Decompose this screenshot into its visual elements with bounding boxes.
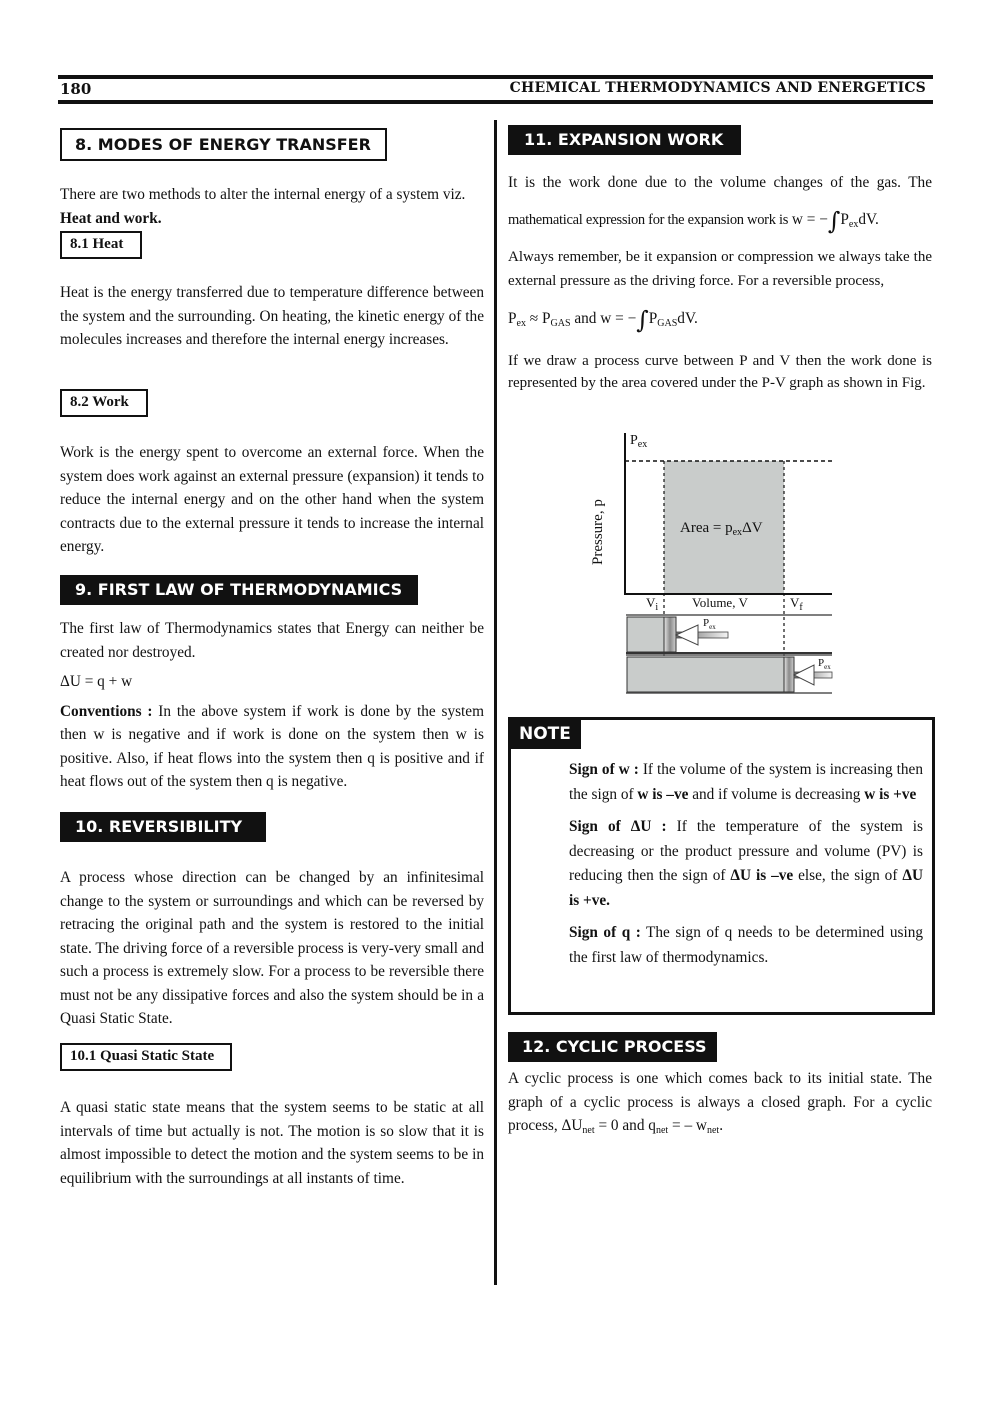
section-9-body: [60, 617, 484, 794]
running-title: CHEMICAL THERMODYNAMICS AND ENERGETICS: [509, 80, 926, 96]
column-divider: [494, 120, 497, 1285]
note-sign-of-q: Sign of q : The sign of q needs to be determined using the first law of thermodynamics.: [569, 924, 923, 966]
note-box: [508, 717, 935, 1015]
section-8-1-body: [60, 281, 484, 352]
first-law-equation: ΔU = q + w: [60, 673, 133, 690]
section-11-line1: It is the work done due to the volume changes of the gas. The: [508, 174, 932, 191]
note-body: [569, 758, 923, 978]
section-8-intro: [60, 183, 484, 230]
section-12-heading: 12. CYCLIC PROCESS: [508, 1032, 717, 1062]
section-8-2-body: [60, 441, 484, 559]
header-rule-top: [58, 75, 933, 79]
piston-2-pex-label: $P_{ex}$: [818, 657, 831, 671]
section-8-1-heading-wrap: [60, 231, 142, 259]
section-10-body: [60, 866, 484, 1031]
section-10-1-heading-wrap: [60, 1043, 232, 1071]
section-10-heading-wrap: [60, 812, 266, 842]
note-sign-of-du: Sign of ΔU : If the temperature of the system is decreasing or the product pressure and volume (PV) is reducing then the sign of ΔU is –ve else, the sign of ΔU is +ve.: [569, 818, 923, 909]
section-8-1-text: Heat is the energy transferred due to temperature difference between the system and the surrounding. On heating, the kinetic energy of the molecules increases and therefore the internal energy increases.: [60, 284, 484, 348]
section-10-1-text: A quasi static state means that the system seems to be static at all intervals of time but actually is not. The motion is so slow that it is almost impossible to detect the motion and the system seems to be in equilibrium with the surroundings at all instants of time.: [60, 1099, 484, 1187]
section-11-para3: If we draw a process curve between P and V then the work done is represented by the area covered under the P-V graph as shown in Fig.: [508, 352, 932, 391]
section-8-1-heading: 8.1 Heat: [60, 231, 142, 259]
section-8-heading-wrap: [60, 128, 387, 161]
piston-1-pex-label: $P_{ex}$: [703, 617, 716, 631]
pv-diagram-svg: [600, 425, 840, 700]
integral-icon: ∫: [636, 306, 649, 334]
section-8-intro-bold: Heat and work.: [60, 209, 162, 227]
vi-label: $V_i$: [646, 595, 659, 613]
section-10-1-heading: 10.1 Quasi Static State: [60, 1043, 232, 1071]
area-label: Area = $p_{ex}\Delta V$: [680, 520, 763, 538]
integral-icon: ∫: [827, 206, 841, 235]
section-11-body: [508, 171, 932, 394]
page-number: 180: [60, 80, 92, 98]
conventions-label: Conventions :: [60, 702, 153, 720]
section-11-heading-wrap: [508, 125, 741, 155]
section-8-2-text: Work is the energy spent to overcome an external force. When the system does work against an external pressure (expansion) it tends to reduce the internal energy and on the other hand when the system contracts due to the external pressure it tends to increase the internal energy.: [60, 444, 484, 555]
section-10-heading: 10. REVERSIBILITY: [60, 812, 266, 842]
section-12-heading-wrap: [508, 1032, 717, 1062]
section-11-heading: 11. EXPANSION WORK: [508, 125, 741, 155]
section-10-text: A process whose direction can be changed by an infinitesimal change to the system or surroundings and which can be reversed by retracing the original path and the system is restored to the initial state. The driving force of a reversible process is very-very small and such a process is extremely slow. For a process to be reversible there must not be any dissipative forces and also the system should be in a Quasi Static State.: [60, 869, 484, 1027]
note-sign-of-w: Sign of w : If the volume of the system is increasing then the sign of w is –ve and if volume is decreasing w is +ve: [569, 761, 923, 803]
volume-axis-label: Volume, V: [692, 595, 748, 610]
section-9-text: The first law of Thermodynamics states that Energy can neither be created nor destroyed.: [60, 620, 484, 661]
section-8-2-heading: 8.2 Work: [60, 389, 148, 417]
section-8-intro-text: There are two methods to alter the internal energy of a system viz.: [60, 186, 466, 203]
section-11-para2: Always remember, be it expansion or compression we always take the external pressure as the driving force. For a reversible process,: [508, 249, 932, 289]
work-expression-text: mathematical expression for the expansion work is: [508, 211, 789, 228]
work-integral-equation: $w = -\int P_{ex}dV$.: [791, 206, 879, 235]
note-tag: NOTE: [511, 720, 581, 749]
section-12-body: [508, 1067, 932, 1143]
conventions-text: In the above system if work is done by the system then w is negative and if work is done on the system then w is positive. Also, if heat flows into the system then q is positive and if heat flows out of the system then q is negative.: [60, 702, 484, 790]
section-10-1-body: [60, 1096, 484, 1190]
pressure-axis-label: Pressure, p: [590, 499, 606, 565]
header-rule-bottom: [58, 100, 933, 104]
reversible-work-equation: $P_{ex} \approx P_{GAS}$ and $w = -\int P_{GAS}dV$.: [508, 306, 698, 334]
section-9-heading-wrap: [60, 575, 418, 605]
pv-diagram: [590, 425, 840, 700]
section-12-text: A cyclic process is one which comes back to its initial state. The graph of a cyclic process is always a closed graph. For a cyclic process, $\Delta U_{net} = 0$ and $q_{net}$ = – $w_{net}$.: [508, 1070, 932, 1136]
section-9-heading: 9. FIRST LAW OF THERMODYNAMICS: [60, 575, 418, 605]
section-8-heading: 8. MODES OF ENERGY TRANSFER: [60, 128, 387, 161]
work-expression-line: [508, 208, 932, 237]
vf-label: $V_f$: [790, 595, 803, 613]
section-8-2-heading-wrap: [60, 389, 148, 417]
p-ex-label: $P_{ex}$: [630, 433, 648, 450]
